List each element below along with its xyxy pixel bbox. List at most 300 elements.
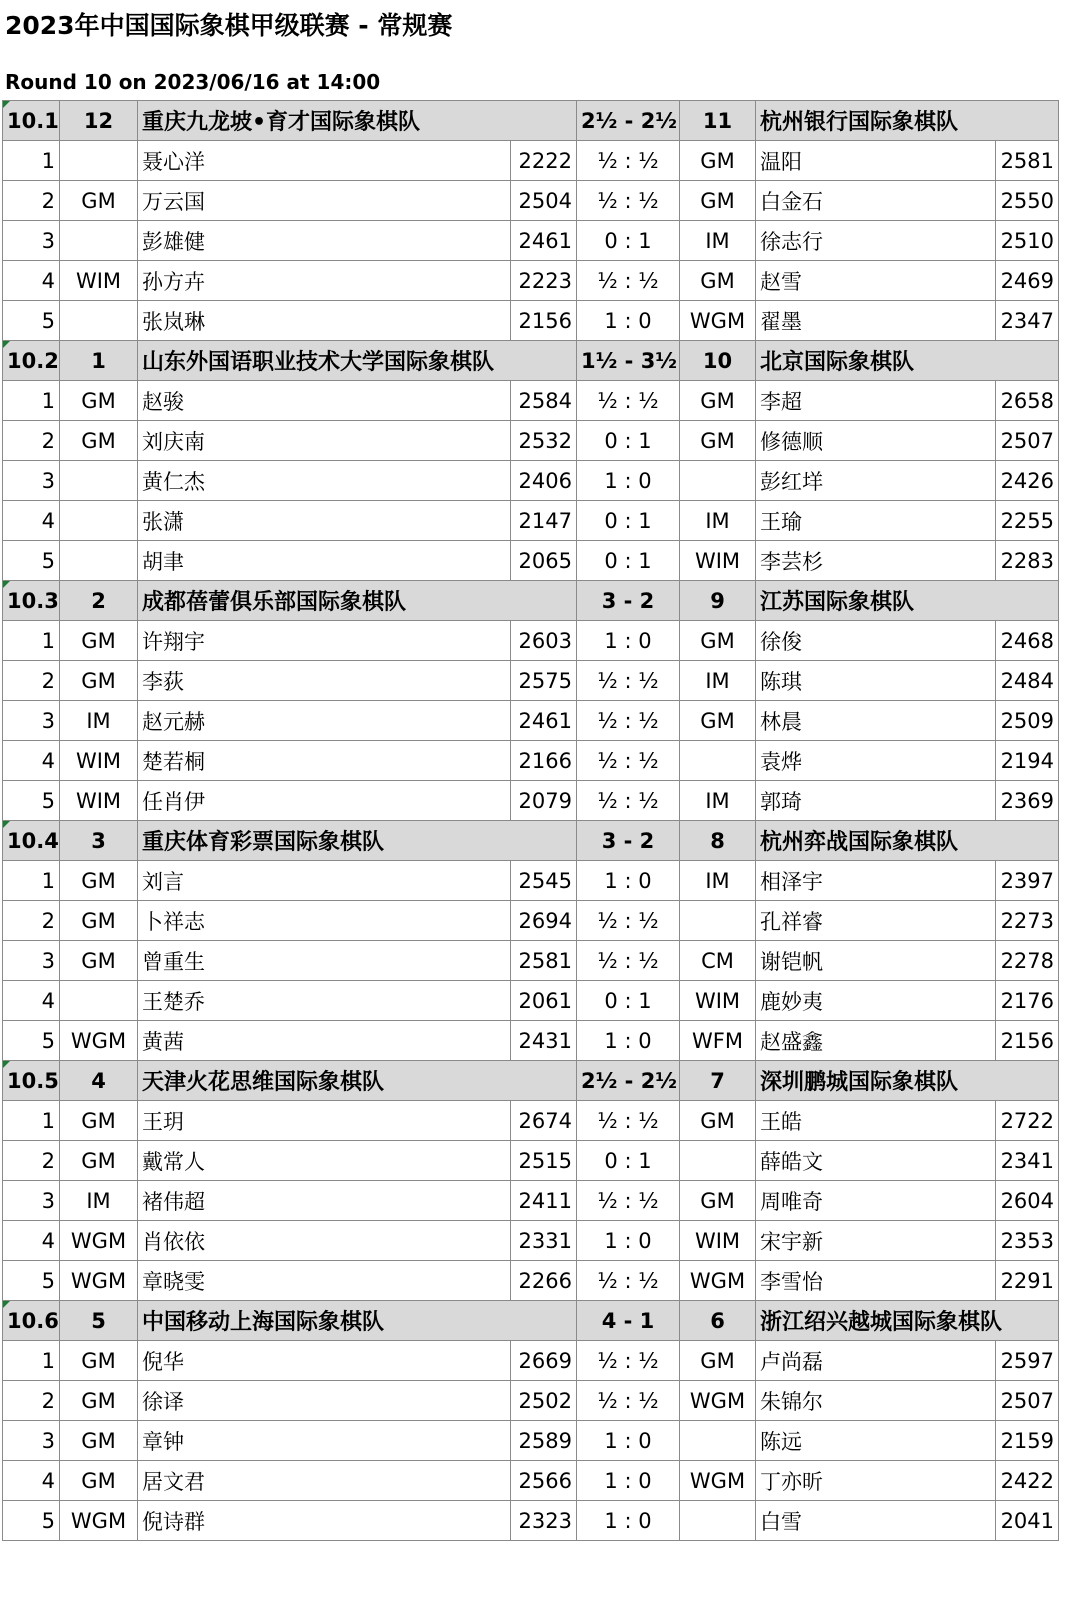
home-player-rating: 2461 xyxy=(511,221,577,261)
game-result: 1 : 0 xyxy=(577,621,680,661)
away-player-name: 郭琦 xyxy=(756,781,996,821)
home-player-rating: 2431 xyxy=(511,1021,577,1061)
home-player-name: 胡聿 xyxy=(138,541,511,581)
match-score: 4 - 1 xyxy=(577,1301,680,1341)
home-player-rating: 2674 xyxy=(511,1101,577,1141)
home-player-title xyxy=(60,541,138,581)
game-row xyxy=(3,1261,1059,1301)
game-result: ½ : ½ xyxy=(577,381,680,421)
game-row xyxy=(3,301,1059,341)
away-player-name: 陈琪 xyxy=(756,661,996,701)
home-player-title xyxy=(60,461,138,501)
game-board-number: 3 xyxy=(3,941,60,981)
away-player-title: GM xyxy=(680,141,756,181)
away-player-title: GM xyxy=(680,621,756,661)
away-player-rating: 2255 xyxy=(996,501,1059,541)
game-board-number: 3 xyxy=(3,1421,60,1461)
away-player-rating: 2041 xyxy=(996,1501,1059,1541)
game-row xyxy=(3,1421,1059,1461)
game-row xyxy=(3,1461,1059,1501)
game-board-number: 1 xyxy=(3,141,60,181)
away-player-title xyxy=(680,1501,756,1541)
home-player-rating: 2694 xyxy=(511,901,577,941)
away-player-rating: 2159 xyxy=(996,1421,1059,1461)
home-player-title: GM xyxy=(60,1341,138,1381)
home-team-name: 天津火花思维国际象棋队 xyxy=(138,1061,577,1101)
game-row xyxy=(3,461,1059,501)
game-board-number: 1 xyxy=(3,1341,60,1381)
away-team-name: 江苏国际象棋队 xyxy=(756,581,1059,621)
game-result: 0 : 1 xyxy=(577,541,680,581)
home-player-title: IM xyxy=(60,1181,138,1221)
game-row xyxy=(3,381,1059,421)
away-player-name: 谢铠帆 xyxy=(756,941,996,981)
home-player-name: 孙方卉 xyxy=(138,261,511,301)
away-player-rating: 2507 xyxy=(996,421,1059,461)
game-result: 0 : 1 xyxy=(577,221,680,261)
results-body xyxy=(3,101,1059,1541)
home-player-rating: 2065 xyxy=(511,541,577,581)
away-player-rating: 2597 xyxy=(996,1341,1059,1381)
match-score: 2½ - 2½ xyxy=(577,1061,680,1101)
game-result: 1 : 0 xyxy=(577,461,680,501)
away-player-title xyxy=(680,901,756,941)
game-row xyxy=(3,501,1059,541)
game-result: ½ : ½ xyxy=(577,661,680,701)
game-result: ½ : ½ xyxy=(577,1381,680,1421)
away-player-title: WFM xyxy=(680,1021,756,1061)
game-result: 0 : 1 xyxy=(577,1141,680,1181)
home-player-name: 肖依依 xyxy=(138,1221,511,1261)
home-player-rating: 2603 xyxy=(511,621,577,661)
away-player-title: WIM xyxy=(680,1221,756,1261)
home-player-name: 彭雄健 xyxy=(138,221,511,261)
away-player-title: GM xyxy=(680,1341,756,1381)
away-player-title: GM xyxy=(680,701,756,741)
home-player-name: 黄茜 xyxy=(138,1021,511,1061)
away-player-rating: 2369 xyxy=(996,781,1059,821)
home-player-rating: 2222 xyxy=(511,141,577,181)
away-player-rating: 2581 xyxy=(996,141,1059,181)
game-row xyxy=(3,1341,1059,1381)
home-team-name: 山东外国语职业技术大学国际象棋队 xyxy=(138,341,577,381)
home-team-number: 4 xyxy=(60,1061,138,1101)
game-result: 0 : 1 xyxy=(577,501,680,541)
game-board-number: 4 xyxy=(3,1221,60,1261)
game-board-number: 1 xyxy=(3,621,60,661)
game-row xyxy=(3,1381,1059,1421)
game-row xyxy=(3,901,1059,941)
match-board-number: 10.1 xyxy=(3,101,60,141)
game-result: 1 : 0 xyxy=(577,1461,680,1501)
home-player-title: GM xyxy=(60,421,138,461)
game-board-number: 5 xyxy=(3,1501,60,1541)
home-player-rating: 2581 xyxy=(511,941,577,981)
away-team-number: 7 xyxy=(680,1061,756,1101)
home-player-name: 刘庆南 xyxy=(138,421,511,461)
match-header-row xyxy=(3,101,1059,141)
home-player-title xyxy=(60,301,138,341)
home-player-rating: 2061 xyxy=(511,981,577,1021)
away-player-title: IM xyxy=(680,661,756,701)
home-player-name: 赵骏 xyxy=(138,381,511,421)
away-team-number: 8 xyxy=(680,821,756,861)
home-player-name: 万云国 xyxy=(138,181,511,221)
match-board-number: 10.4 xyxy=(3,821,60,861)
home-player-rating: 2575 xyxy=(511,661,577,701)
away-player-title: GM xyxy=(680,421,756,461)
game-row xyxy=(3,1141,1059,1181)
game-row xyxy=(3,861,1059,901)
away-team-name: 北京国际象棋队 xyxy=(756,341,1059,381)
home-team-number: 3 xyxy=(60,821,138,861)
game-row xyxy=(3,1501,1059,1541)
away-player-name: 白雪 xyxy=(756,1501,996,1541)
game-board-number: 4 xyxy=(3,1461,60,1501)
home-player-title: WGM xyxy=(60,1221,138,1261)
away-player-rating: 2283 xyxy=(996,541,1059,581)
away-player-name: 陈远 xyxy=(756,1421,996,1461)
away-player-title: WIM xyxy=(680,541,756,581)
home-player-name: 曾重生 xyxy=(138,941,511,981)
away-player-name: 卢尚磊 xyxy=(756,1341,996,1381)
home-player-name: 章晓雯 xyxy=(138,1261,511,1301)
away-player-name: 赵盛鑫 xyxy=(756,1021,996,1061)
game-board-number: 1 xyxy=(3,861,60,901)
home-team-number: 5 xyxy=(60,1301,138,1341)
away-player-title: IM xyxy=(680,221,756,261)
away-player-rating: 2341 xyxy=(996,1141,1059,1181)
home-player-title: GM xyxy=(60,661,138,701)
away-player-title: GM xyxy=(680,1181,756,1221)
home-player-title: IM xyxy=(60,701,138,741)
game-board-number: 1 xyxy=(3,1101,60,1141)
away-player-title xyxy=(680,741,756,781)
home-team-name: 重庆九龙坡•育才国际象棋队 xyxy=(138,101,577,141)
game-board-number: 4 xyxy=(3,501,60,541)
game-board-number: 5 xyxy=(3,541,60,581)
away-player-name: 温阳 xyxy=(756,141,996,181)
game-row xyxy=(3,701,1059,741)
away-player-name: 周唯奇 xyxy=(756,1181,996,1221)
home-player-name: 许翔宇 xyxy=(138,621,511,661)
away-player-name: 翟墨 xyxy=(756,301,996,341)
home-player-rating: 2532 xyxy=(511,421,577,461)
away-player-title: WGM xyxy=(680,1381,756,1421)
home-player-rating: 2406 xyxy=(511,461,577,501)
home-player-title: GM xyxy=(60,381,138,421)
game-result: 1 : 0 xyxy=(577,861,680,901)
game-result: ½ : ½ xyxy=(577,701,680,741)
match-score: 2½ - 2½ xyxy=(577,101,680,141)
game-result: ½ : ½ xyxy=(577,181,680,221)
home-player-rating: 2545 xyxy=(511,861,577,901)
game-row xyxy=(3,541,1059,581)
home-player-title xyxy=(60,221,138,261)
game-board-number: 2 xyxy=(3,901,60,941)
game-row xyxy=(3,261,1059,301)
game-board-number: 2 xyxy=(3,1141,60,1181)
away-player-rating: 2509 xyxy=(996,701,1059,741)
away-player-title: GM xyxy=(680,1101,756,1141)
home-player-title: GM xyxy=(60,181,138,221)
away-player-name: 白金石 xyxy=(756,181,996,221)
match-board-number: 10.2 xyxy=(3,341,60,381)
away-player-title: GM xyxy=(680,181,756,221)
game-board-number: 2 xyxy=(3,661,60,701)
home-player-rating: 2669 xyxy=(511,1341,577,1381)
home-team-name: 成都蓓蕾俱乐部国际象棋队 xyxy=(138,581,577,621)
away-player-name: 徐俊 xyxy=(756,621,996,661)
away-player-title: GM xyxy=(680,261,756,301)
away-player-rating: 2422 xyxy=(996,1461,1059,1501)
away-player-rating: 2722 xyxy=(996,1101,1059,1141)
away-team-name: 深圳鹏城国际象棋队 xyxy=(756,1061,1059,1101)
game-board-number: 3 xyxy=(3,1181,60,1221)
home-player-name: 王玥 xyxy=(138,1101,511,1141)
away-player-rating: 2604 xyxy=(996,1181,1059,1221)
away-player-rating: 2176 xyxy=(996,981,1059,1021)
game-row xyxy=(3,141,1059,181)
away-player-name: 修德顺 xyxy=(756,421,996,461)
game-result: ½ : ½ xyxy=(577,1181,680,1221)
game-board-number: 4 xyxy=(3,741,60,781)
home-player-name: 倪诗群 xyxy=(138,1501,511,1541)
away-team-name: 杭州银行国际象棋队 xyxy=(756,101,1059,141)
game-board-number: 5 xyxy=(3,781,60,821)
away-player-title xyxy=(680,1421,756,1461)
away-player-name: 丁亦昕 xyxy=(756,1461,996,1501)
home-player-name: 居文君 xyxy=(138,1461,511,1501)
away-player-name: 薛皓文 xyxy=(756,1141,996,1181)
home-player-rating: 2079 xyxy=(511,781,577,821)
match-score: 3 - 2 xyxy=(577,821,680,861)
game-result: 0 : 1 xyxy=(577,981,680,1021)
away-player-rating: 2273 xyxy=(996,901,1059,941)
home-player-rating: 2223 xyxy=(511,261,577,301)
home-player-title: GM xyxy=(60,1101,138,1141)
away-team-name: 杭州弈战国际象棋队 xyxy=(756,821,1059,861)
away-player-title xyxy=(680,1141,756,1181)
home-team-number: 12 xyxy=(60,101,138,141)
home-player-name: 褚伟超 xyxy=(138,1181,511,1221)
away-team-name: 浙江绍兴越城国际象棋队 xyxy=(756,1301,1059,1341)
game-result: ½ : ½ xyxy=(577,261,680,301)
away-player-name: 鹿妙夷 xyxy=(756,981,996,1021)
away-player-rating: 2658 xyxy=(996,381,1059,421)
game-result: 1 : 0 xyxy=(577,1421,680,1461)
home-player-rating: 2331 xyxy=(511,1221,577,1261)
game-board-number: 2 xyxy=(3,1381,60,1421)
away-player-rating: 2468 xyxy=(996,621,1059,661)
game-row xyxy=(3,941,1059,981)
home-player-rating: 2323 xyxy=(511,1501,577,1541)
home-player-title: GM xyxy=(60,1141,138,1181)
home-player-title: GM xyxy=(60,621,138,661)
away-player-rating: 2507 xyxy=(996,1381,1059,1421)
away-player-title xyxy=(680,461,756,501)
game-row xyxy=(3,621,1059,661)
home-player-name: 黄仁杰 xyxy=(138,461,511,501)
home-player-rating: 2504 xyxy=(511,181,577,221)
home-player-title: GM xyxy=(60,901,138,941)
game-board-number: 1 xyxy=(3,381,60,421)
game-row xyxy=(3,221,1059,261)
match-header-row xyxy=(3,1301,1059,1341)
game-result: 0 : 1 xyxy=(577,421,680,461)
home-player-name: 卜祥志 xyxy=(138,901,511,941)
match-score: 3 - 2 xyxy=(577,581,680,621)
away-player-title: IM xyxy=(680,781,756,821)
home-player-title: GM xyxy=(60,941,138,981)
home-player-name: 任肖伊 xyxy=(138,781,511,821)
game-result: 1 : 0 xyxy=(577,301,680,341)
home-player-title: WIM xyxy=(60,261,138,301)
away-player-title: IM xyxy=(680,501,756,541)
home-player-name: 刘言 xyxy=(138,861,511,901)
game-board-number: 5 xyxy=(3,301,60,341)
match-header-row xyxy=(3,821,1059,861)
match-header-row xyxy=(3,1061,1059,1101)
home-player-rating: 2266 xyxy=(511,1261,577,1301)
game-board-number: 3 xyxy=(3,461,60,501)
game-row xyxy=(3,181,1059,221)
match-score: 1½ - 3½ xyxy=(577,341,680,381)
game-board-number: 2 xyxy=(3,181,60,221)
game-result: 1 : 0 xyxy=(577,1221,680,1261)
home-team-name: 中国移动上海国际象棋队 xyxy=(138,1301,577,1341)
home-player-name: 赵元赫 xyxy=(138,701,511,741)
away-player-name: 相泽宇 xyxy=(756,861,996,901)
game-result: ½ : ½ xyxy=(577,1341,680,1381)
game-result: 1 : 0 xyxy=(577,1501,680,1541)
game-row xyxy=(3,981,1059,1021)
game-result: 1 : 0 xyxy=(577,1021,680,1061)
away-player-rating: 2397 xyxy=(996,861,1059,901)
home-player-title: GM xyxy=(60,1421,138,1461)
home-player-name: 李荻 xyxy=(138,661,511,701)
home-team-number: 2 xyxy=(60,581,138,621)
away-player-rating: 2278 xyxy=(996,941,1059,981)
away-player-name: 赵雪 xyxy=(756,261,996,301)
home-player-rating: 2147 xyxy=(511,501,577,541)
home-player-name: 倪华 xyxy=(138,1341,511,1381)
game-row xyxy=(3,741,1059,781)
home-player-name: 戴常人 xyxy=(138,1141,511,1181)
game-row xyxy=(3,781,1059,821)
away-player-title: WGM xyxy=(680,1261,756,1301)
away-player-title: WIM xyxy=(680,981,756,1021)
home-player-name: 楚若桐 xyxy=(138,741,511,781)
game-result: ½ : ½ xyxy=(577,1261,680,1301)
away-team-number: 10 xyxy=(680,341,756,381)
home-player-title: WGM xyxy=(60,1261,138,1301)
game-row xyxy=(3,1021,1059,1061)
match-header-row xyxy=(3,581,1059,621)
game-board-number: 3 xyxy=(3,701,60,741)
home-player-title xyxy=(60,981,138,1021)
home-player-rating: 2566 xyxy=(511,1461,577,1501)
away-player-name: 李超 xyxy=(756,381,996,421)
away-player-title: IM xyxy=(680,861,756,901)
game-board-number: 5 xyxy=(3,1261,60,1301)
away-player-name: 孔祥睿 xyxy=(756,901,996,941)
away-player-name: 李雪怡 xyxy=(756,1261,996,1301)
home-team-name: 重庆体育彩票国际象棋队 xyxy=(138,821,577,861)
home-player-title: WIM xyxy=(60,741,138,781)
away-player-rating: 2426 xyxy=(996,461,1059,501)
game-result: ½ : ½ xyxy=(577,1101,680,1141)
home-player-name: 徐译 xyxy=(138,1381,511,1421)
page-title: 2023年中国国际象棋甲级联赛 - 常规赛 xyxy=(5,11,453,40)
home-player-title: GM xyxy=(60,1381,138,1421)
game-result: ½ : ½ xyxy=(577,741,680,781)
home-player-title: GM xyxy=(60,861,138,901)
game-row xyxy=(3,1181,1059,1221)
away-player-rating: 2347 xyxy=(996,301,1059,341)
round-info: Round 10 on 2023/06/16 at 14:00 xyxy=(5,70,381,94)
home-player-title xyxy=(60,141,138,181)
away-player-title: CM xyxy=(680,941,756,981)
away-team-number: 9 xyxy=(680,581,756,621)
game-board-number: 4 xyxy=(3,981,60,1021)
home-player-rating: 2589 xyxy=(511,1421,577,1461)
away-player-name: 宋宇新 xyxy=(756,1221,996,1261)
away-player-name: 李芸杉 xyxy=(756,541,996,581)
game-board-number: 3 xyxy=(3,221,60,261)
home-team-number: 1 xyxy=(60,341,138,381)
away-player-name: 林晨 xyxy=(756,701,996,741)
away-player-name: 王瑜 xyxy=(756,501,996,541)
game-result: ½ : ½ xyxy=(577,941,680,981)
home-player-name: 章钟 xyxy=(138,1421,511,1461)
game-result: ½ : ½ xyxy=(577,141,680,181)
away-team-number: 6 xyxy=(680,1301,756,1341)
game-row xyxy=(3,1101,1059,1141)
away-player-name: 徐志行 xyxy=(756,221,996,261)
away-player-name: 朱锦尔 xyxy=(756,1381,996,1421)
game-result: ½ : ½ xyxy=(577,901,680,941)
home-player-title: WIM xyxy=(60,781,138,821)
home-player-name: 张潇 xyxy=(138,501,511,541)
away-player-rating: 2550 xyxy=(996,181,1059,221)
match-board-number: 10.6 xyxy=(3,1301,60,1341)
game-row xyxy=(3,1221,1059,1261)
home-player-name: 张岚琳 xyxy=(138,301,511,341)
away-player-rating: 2510 xyxy=(996,221,1059,261)
home-player-rating: 2584 xyxy=(511,381,577,421)
home-player-title: GM xyxy=(60,1461,138,1501)
match-header-row xyxy=(3,341,1059,381)
game-result: ½ : ½ xyxy=(577,781,680,821)
away-player-title: WGM xyxy=(680,301,756,341)
away-player-name: 王皓 xyxy=(756,1101,996,1141)
game-row xyxy=(3,421,1059,461)
home-player-name: 王楚乔 xyxy=(138,981,511,1021)
home-player-rating: 2515 xyxy=(511,1141,577,1181)
home-player-title: WGM xyxy=(60,1021,138,1061)
home-player-rating: 2461 xyxy=(511,701,577,741)
home-player-rating: 2166 xyxy=(511,741,577,781)
home-player-title xyxy=(60,501,138,541)
home-player-name: 聂心洋 xyxy=(138,141,511,181)
away-player-rating: 2291 xyxy=(996,1261,1059,1301)
away-player-name: 彭红垟 xyxy=(756,461,996,501)
away-player-rating: 2353 xyxy=(996,1221,1059,1261)
results-table xyxy=(2,100,1059,1541)
away-player-rating: 2484 xyxy=(996,661,1059,701)
game-board-number: 5 xyxy=(3,1021,60,1061)
